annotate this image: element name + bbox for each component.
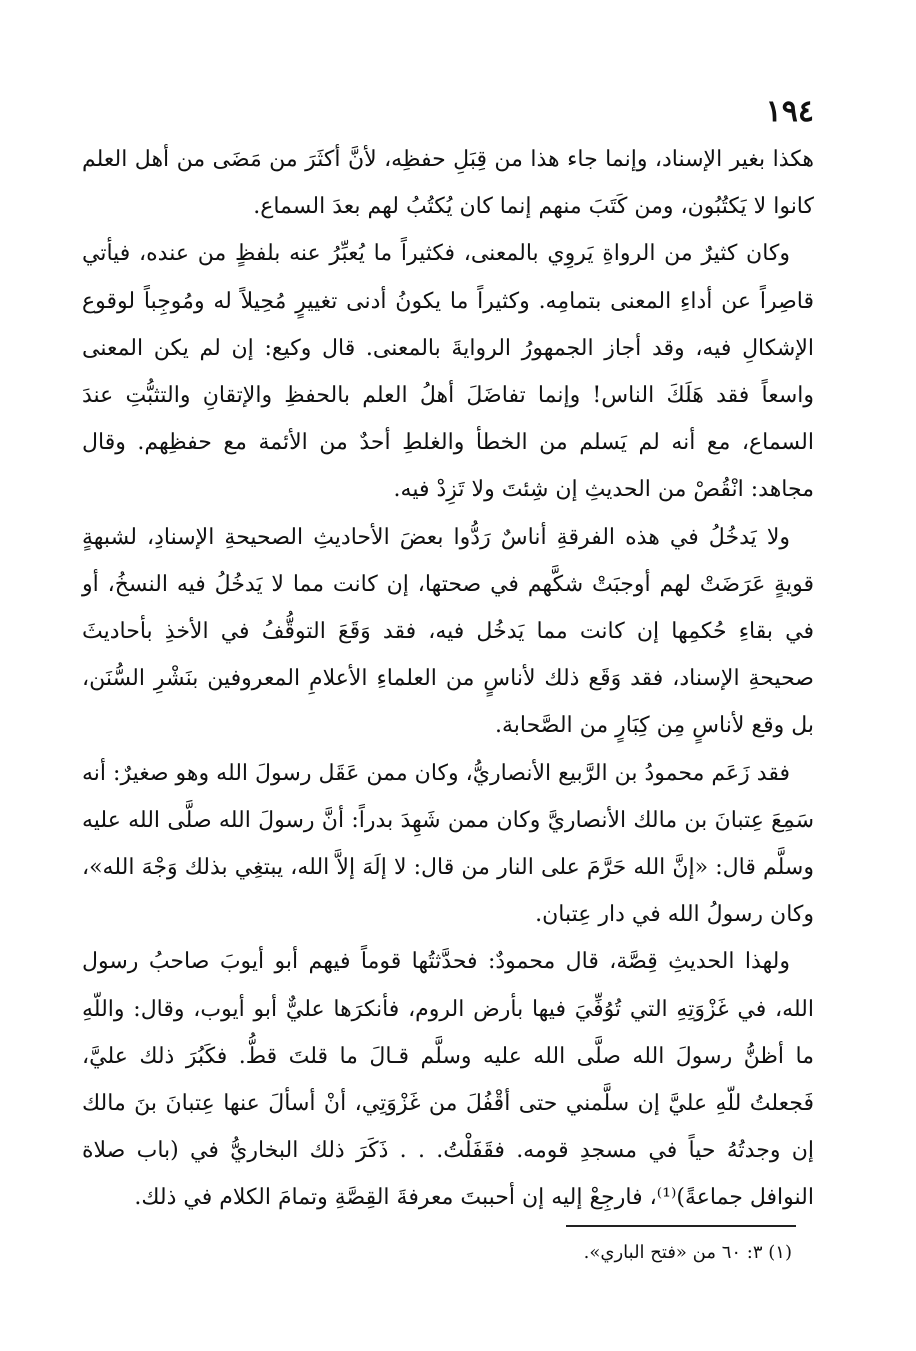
paragraph: وكان كثيرٌ من الرواةِ يَروِي بالمعنى، فكثيراً ما يُعبِّرُ عنه بلفظٍ من عنده، فيأتي قاصِراً عن أداءِ المعنى بتمامِه. وكثيراً ما يكونُ أدنى تغييرٍ مُحِيلاً له ومُوجِباً لوقوع الإشكالِ فيه، وقد أجاز الجمهورُ الروايةَ بالمعنى. قال وكيع: إن لم يكن المعنى واسعاً فقد هَلَكَ الناس! وإنما تفاضَلَ أهلُ العلم بالحفظِ والإتقانِ والتثبُّتِ عندَ السماع، مع أنه لم يَسلم من الخطأ والغلطِ أحدٌ من الأئمة مع حفظِهم. وقال مجاهد: انْقُصْ من الحديثِ إن شِئتَ ولا تَزِدْ فيه.: [82, 241, 814, 503]
paragraph: فقد زَعَم محمودُ بن الرَّبيع الأنصاريُّ، وكان ممن عَقَل رسولَ الله وهو صغيرٌ: أنه سَمِعَ عِتبانَ بن مالك الأنصاريَّ وكان ممن شَهِدَ بدراً: أنَّ رسولَ الله صلَّى الله عليه وسلَّم قال: «إنَّ الله حَرَّمَ على النار من قال: لا إلَهَ إلاَّ الله، يبتغِي بذلك وَجْهَ الله»، وكان رسولُ الله في دار عِتبان.: [82, 760, 814, 928]
footnote: (١) ٣: ٦٠ من «فتح الباري».: [583, 1242, 792, 1263]
paragraph: ولا يَدخُلُ في هذه الفرقةِ أناسٌ رَدُّوا بعضَ الأحاديثِ الصحيحةِ الإسنادِ، لشبهةٍ قويةٍ عَرَضَتْ لهم أوجبَتْ شكَّهم في صحتها، إن كانت مما لا يَدخُلُ فيه النسخُ، أو في بقاءِ حُكمِها إن كانت مما يَدخُل فيه، فقد وَقَعَ التوقُّفُ في الأخذِ بأحاديثَ صحيحةِ الإسناد، فقد وَقَع ذلك لأناسٍ من العلماءِ الأعلامِ المعروفين بنَشْرِ السُّنَن، بل وقع لأناسٍ مِن كِبَارٍ من الصَّحابة.: [82, 524, 814, 739]
footnote-divider: [566, 1225, 796, 1227]
main-text: [82, 136, 814, 1222]
paragraph: هكذا بغير الإسناد، وإنما جاء هذا من قِبَلِ حفظِه، لأنَّ أكثَرَ من مَضَى من أهل العلم كانوا لا يَكتُبُون، ومن كَتَبَ منهم إنما كان يُكتُبُ لهم بعدَ السماع.: [82, 147, 814, 220]
page-number: ١٩٤: [765, 94, 814, 129]
paragraph: ولهذا الحديثِ قِصَّة، قال محمودٌ: فحدَّثتُها قوماً فيهم أبو أيوبَ صاحبُ رسول الله، في غَزْوَتِهِ التي تُوُفِّيَ فيها بأرض الروم، فأنكرَها عليٌّ أبو أيوب، وقال: واللّهِ ما أظنُّ رسولَ الله صلَّى الله عليه وسلَّم قـالَ ما قلتَ قطُّ. فكَبُرَ ذلك عليَّ، فَجعلتُ للّهِ عليَّ إن سلَّمني حتى أقْفُلَ من غَزْوَتِي، أنْ أسألَ عنها عِتبانَ بنَ مالك إن وجدتُهُ حياً في مسجدِ قومه. فقَفَلْتُ. . . ذَكَرَ ذلك البخاريُّ في (باب صلاة النوافل جماعةً)⁽¹⁾، فارجِعْ إليه إن أحببتَ معرفةَ القِصَّةِ وتمامَ الكلام في ذلك.: [82, 949, 814, 1211]
